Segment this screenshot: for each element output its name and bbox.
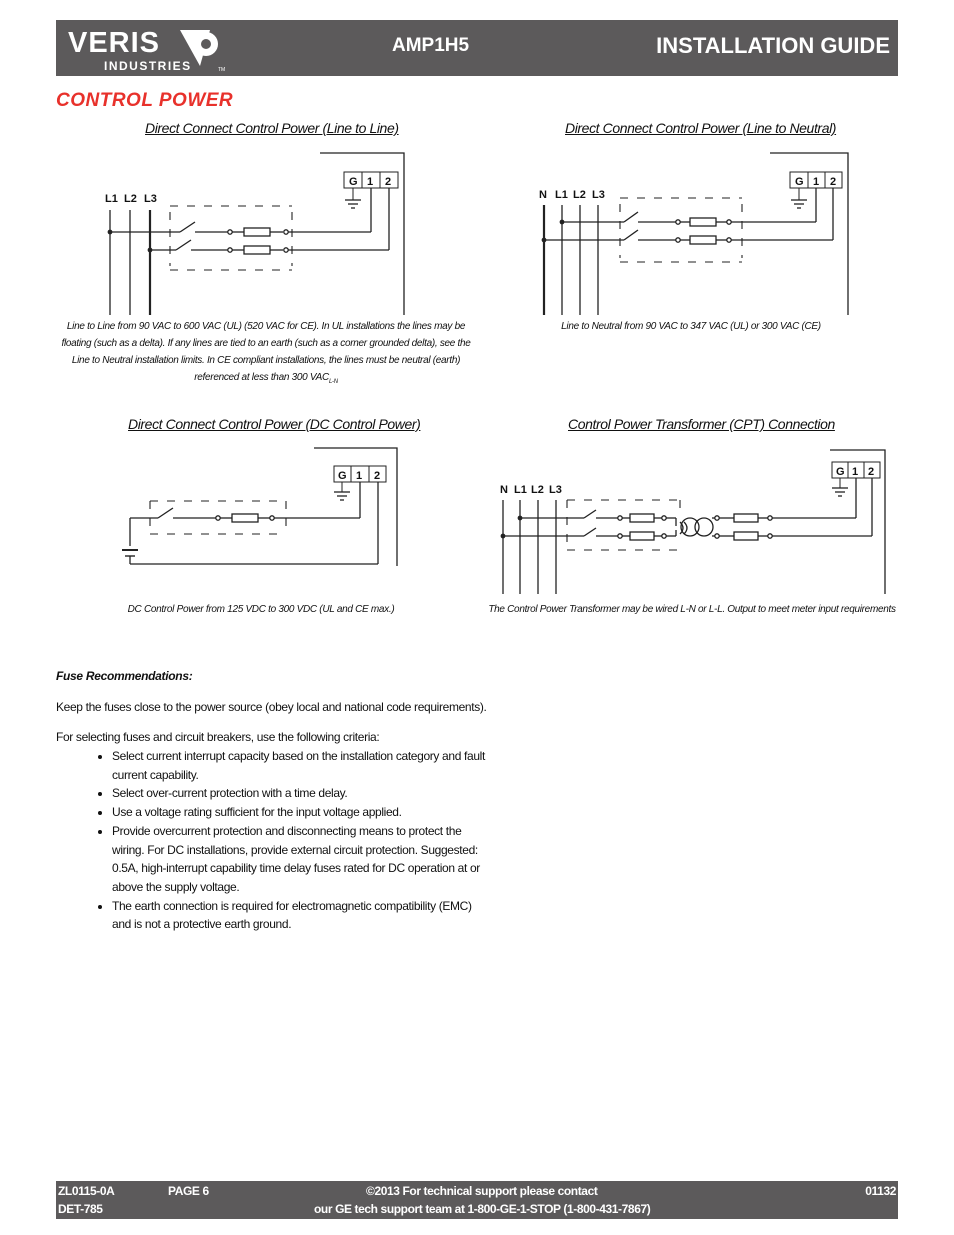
footer-support: our GE tech support team at 1-800-GE-1-STOP (1-800-431-7867) [314,1202,651,1216]
terminal-g: G [836,466,845,478]
footer-doc-id: ZL0115-0A [58,1184,115,1198]
model-name: AMP1H5 [392,35,470,56]
terminal-1: 1 [813,176,820,188]
terminal-2: 2 [385,176,392,188]
caption-cpt: The Control Power Transformer may be wired L-N or L-L. Output to meet meter input requirements [488,604,896,615]
caption-line-to-neutral: Line to Neutral from 90 VAC to 347 VAC (UL) or 300 VAC (CE) [561,321,821,332]
line-label-n: N [539,189,547,201]
terminal-g: G [349,176,358,188]
terminal-1: 1 [356,470,363,482]
veris-logo [62,22,252,74]
fuse-title: Fuse Recommendations: [56,669,193,683]
footer-page: PAGE 6 [168,1184,209,1198]
line-label-l1: L1 [514,484,527,496]
terminal-1: 1 [852,466,859,478]
line-label-l2: L2 [124,193,137,205]
list-item: • Select current interrupt capacity based on the installation category and fault current capability. [112,747,492,784]
fuse-criteria-list [96,747,492,934]
terminal-g: G [338,470,347,482]
line-label-l3: L3 [549,484,562,496]
logo-sub: INDUSTRIES [104,59,192,73]
terminal-1: 1 [367,176,374,188]
line-label-l1: L1 [555,189,568,201]
line-label-l1: L1 [105,193,118,205]
list-item: • Select over-current protection with a time delay. [112,784,492,803]
list-item: • Use a voltage rating sufficient for the input voltage applied. [112,803,492,822]
terminal-2: 2 [830,176,837,188]
wiring-diagram-cpt [490,446,890,598]
logo-tm: TM [218,67,226,73]
footer-bar [56,1181,898,1219]
footer-code: 01132 [865,1184,896,1198]
logo-brand: VERIS [68,27,161,59]
list-item: • Provide overcurrent protection and disconnecting means to protect the wiring. For DC installations, provide external circuit protection. Suggested: 0.5A, high-interrupt capability time delay fuses rated for DC operation at or above the supply voltage. [112,822,492,897]
fuse-paragraph-1: Keep the fuses close to the power source (obey local and national code requirements). [56,700,487,714]
wiring-diagram-line-to-neutral [530,150,860,318]
wiring-diagram-dc [120,446,410,570]
wiring-diagram-line-to-line [100,150,410,318]
terminal-2: 2 [374,470,381,482]
terminal-2: 2 [868,466,875,478]
caption-line-to-line: Line to Line from 90 VAC to 600 VAC (UL) (520 VAC for CE). In UL installations the lines may be floating (such as a delta). If any lines are tied to an earth (such as a corner grounded delta), see the Line to Neutral installation limits. In CE compliant installations, the lines must be neutral (earth) referenced at less than 300 $VAC_{L-N}$ [61,321,471,385]
list-item: • The earth connection is required for electromagnetic compatibility (EMC) and is not a protective earth ground. [112,897,492,934]
caption-dc: DC Control Power from 125 VDC to 300 VDC (UL and CE max.) [127,604,395,615]
footer-det: DET-785 [58,1202,103,1216]
header-bar [56,20,898,76]
diagram-title-line-to-line: Direct Connect Control Power (Line to Line) [145,120,399,136]
line-label-l2: L2 [573,189,586,201]
fuse-paragraph-2: For selecting fuses and circuit breakers, use the following criteria: [56,730,380,744]
terminal-g: G [795,176,804,188]
line-label-l2: L2 [531,484,544,496]
section-title: CONTROL POWER [56,90,234,111]
line-label-n: N [500,484,508,496]
doc-type: INSTALLATION GUIDE [656,33,890,58]
diagram-title-line-to-neutral: Direct Connect Control Power (Line to Neutral) [565,120,837,136]
line-label-l3: L3 [592,189,605,201]
diagram-title-dc: Direct Connect Control Power (DC Control Power) [128,416,421,432]
line-label-l3: L3 [144,193,157,205]
footer-copyright: ©2013 For technical support please contact [366,1184,598,1198]
diagram-title-cpt: Control Power Transformer (CPT) Connection [568,416,835,432]
